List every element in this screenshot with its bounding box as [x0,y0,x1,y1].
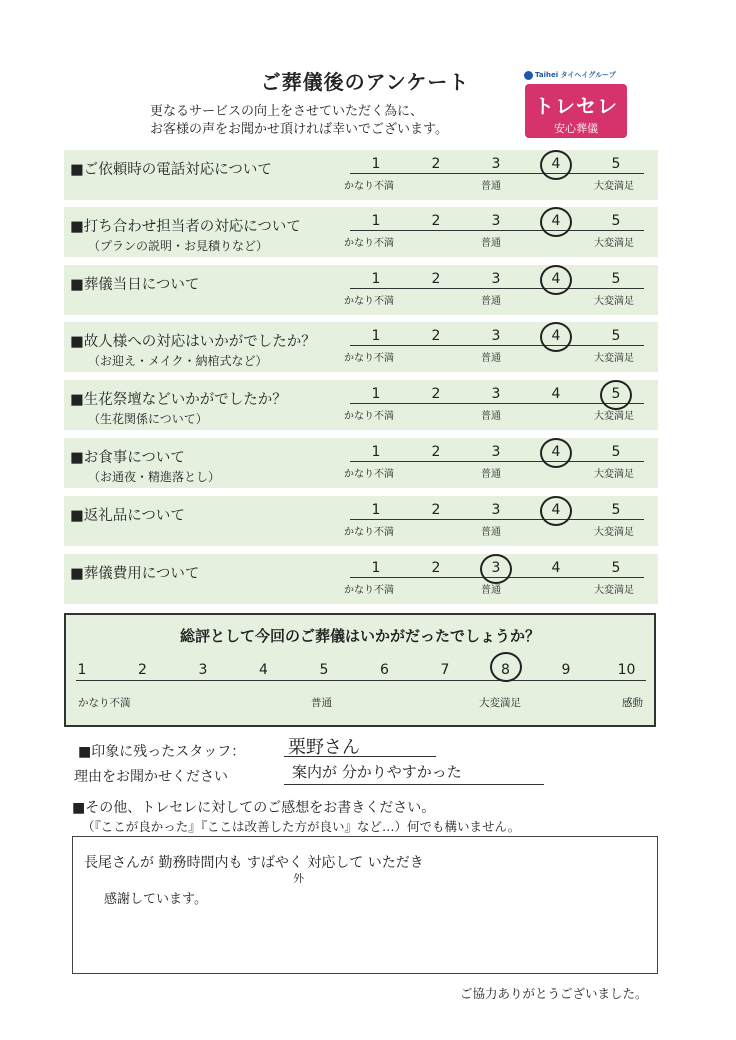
rating-option-3[interactable]: 3 [491,386,501,402]
overall-label-low: かなり不満 [78,697,131,709]
selected-rating-circle [540,438,572,468]
page-title: ご葬儀後のアンケート [260,70,470,94]
reason-field[interactable]: 案内が 分かりやすかった [292,763,462,781]
scale-label-mid: 普通 [481,469,501,480]
question-sub-label: （プランの説明・お見積りなど） [88,239,269,253]
question-sub-label: （生花関係について） [88,412,208,426]
scale-label-low: かなり不満 [344,585,394,596]
rating-option-3[interactable]: 3 [491,271,501,287]
scale-label-low: かなり不満 [344,238,394,249]
overall-option-6[interactable]: 6 [380,662,389,678]
overall-option-1[interactable]: 1 [77,662,87,678]
scale-label-low: かなり不満 [344,181,394,192]
rating-option-2[interactable]: 2 [431,156,441,172]
rating-option-5[interactable]: 5 [611,386,621,402]
overall-option-10[interactable]: 10 [617,662,636,678]
rating-scale-line [350,403,644,404]
rating-scale-line [350,519,644,520]
selected-rating-circle [480,554,512,584]
rating-option-1[interactable]: 1 [371,156,381,172]
scale-label-high: 大変満足 [594,527,634,538]
rating-option-4[interactable]: 4 [551,213,561,229]
rating-option-1[interactable]: 1 [371,502,381,518]
scale-label-mid: 普通 [481,181,501,192]
selected-rating-circle [540,496,572,526]
other-comments-label: ■その他、トレセレに対してのご感想をお書きください。 [72,800,436,816]
overall-scale-line [76,680,646,681]
rating-option-2[interactable]: 2 [431,271,441,287]
rating-option-5[interactable]: 5 [611,271,621,287]
rating-option-1[interactable]: 1 [371,386,381,402]
question-row [64,554,658,604]
staff-label: ■印象に残ったスタッフ： [78,744,246,760]
rating-option-1[interactable]: 1 [371,560,381,576]
rating-option-3[interactable]: 3 [491,444,501,460]
question-label: ■葬儀費用について [70,566,200,582]
scale-label-high: 大変満足 [594,238,634,249]
rating-option-4[interactable]: 4 [551,156,561,172]
staff-underline [284,756,436,757]
subtitle-line-2: お客様の声をお聞かせ頂ければ幸いでございます。 [150,122,448,137]
rating-option-2[interactable]: 2 [431,386,441,402]
question-row [64,496,658,546]
selected-rating-circle [540,322,572,352]
rating-option-4[interactable]: 4 [551,444,561,460]
question-row [64,380,658,430]
overall-option-8[interactable]: 8 [501,662,510,678]
other-comments-note: （『ここが良かった』『ここは改善した方が良い』など…）何でも構いません。 [82,819,521,834]
overall-option-3[interactable]: 3 [198,662,208,678]
rating-option-2[interactable]: 2 [431,328,441,344]
question-label: ■返礼品について [70,508,185,524]
comment-line-1: 長尾さんが 勤務時間内も すばやく 対応して いただき [84,855,424,871]
scale-label-mid: 普通 [481,527,501,538]
group-brand-text: Taihei タイヘイグループ [535,71,616,79]
rating-option-2[interactable]: 2 [431,213,441,229]
staff-name-field[interactable]: 栗野さん [288,737,360,758]
overall-option-7[interactable]: 7 [440,662,450,678]
question-row [64,207,658,257]
scale-label-low: かなり不満 [344,353,394,364]
reason-underline [284,784,544,785]
scale-label-mid: 普通 [481,296,501,307]
question-sub-label: （お通夜・精進落とし） [88,470,221,484]
question-row [64,265,658,315]
question-label: ■ご依頼時の電話対応について [70,162,272,178]
rating-option-1[interactable]: 1 [371,213,381,229]
rating-option-5[interactable]: 5 [611,560,621,576]
rating-option-3[interactable]: 3 [491,328,501,344]
rating-option-5[interactable]: 5 [611,502,621,518]
overall-label-high: 大変満足 [479,697,521,709]
rating-option-4[interactable]: 4 [551,502,561,518]
question-row [64,438,658,488]
taihei-logo-icon [524,71,533,80]
rating-option-2[interactable]: 2 [431,502,441,518]
selected-rating-circle [540,150,572,180]
question-label: ■打ち合わせ担当者の対応について [70,219,301,235]
logo-main-text: トレセレ [534,94,618,118]
rating-option-4[interactable]: 4 [551,328,561,344]
question-label: ■お食事について [70,450,185,466]
question-sub-label: （お迎え・メイク・納棺式など） [88,354,268,368]
question-row [64,322,658,372]
scale-label-low: かなり不満 [344,527,394,538]
treselle-logo [525,84,627,138]
question-row [64,150,658,200]
scale-label-mid: 普通 [481,238,501,249]
rating-scale-line [350,230,644,231]
rating-option-2[interactable]: 2 [431,560,441,576]
scale-label-high: 大変満足 [594,585,634,596]
rating-option-1[interactable]: 1 [371,444,381,460]
question-label: ■生花祭壇などいかがでしたか？ [70,392,287,408]
scale-label-high: 大変満足 [594,181,634,192]
reason-label: 理由をお聞かせください [74,769,228,785]
scale-label-low: かなり不満 [344,411,394,422]
overall-label-mid: 普通 [311,697,332,709]
question-label: ■葬儀当日について [70,277,200,293]
rating-scale-line [350,461,644,462]
rating-option-3[interactable]: 3 [491,502,501,518]
subtitle-line-1: 更なるサービスの向上をさせていただく為に、 [150,104,424,119]
scale-label-mid: 普通 [481,411,501,422]
selected-rating-circle [540,207,572,237]
selected-rating-circle [600,380,632,410]
rating-option-4[interactable]: 4 [551,271,561,287]
logo-sub-text: 安心葬儀 [554,122,598,135]
rating-option-4[interactable]: 4 [551,386,561,402]
question-label: ■故人様への対応はいかがでしたか？ [70,334,316,350]
rating-option-5[interactable]: 5 [611,156,621,172]
rating-option-3[interactable]: 3 [491,560,501,576]
rating-scale-line [350,173,644,174]
scale-label-high: 大変満足 [594,411,634,422]
overall-label-top: 感動 [622,697,643,709]
rating-option-1[interactable]: 1 [371,271,381,287]
rating-option-1[interactable]: 1 [371,328,381,344]
rating-option-4[interactable]: 4 [551,560,561,576]
overall-option-9[interactable]: 9 [561,662,571,678]
scale-label-mid: 普通 [481,353,501,364]
rating-option-3[interactable]: 3 [491,213,501,229]
rating-option-5[interactable]: 5 [611,213,621,229]
scale-label-mid: 普通 [481,585,501,596]
comment-insertion: 外 [293,872,304,885]
rating-option-5[interactable]: 5 [611,328,621,344]
rating-scale-line [350,345,644,346]
selected-rating-circle [540,265,572,295]
footer-thanks: ご協力ありがとうございました。 [460,986,648,1001]
scale-label-low: かなり不満 [344,469,394,480]
rating-option-3[interactable]: 3 [491,156,501,172]
scale-label-high: 大変満足 [594,296,634,307]
scale-label-high: 大変満足 [594,469,634,480]
rating-scale-line [350,288,644,289]
rating-option-2[interactable]: 2 [431,444,441,460]
scale-label-low: かなり不満 [344,296,394,307]
overall-rating-box [64,613,656,727]
overall-option-4[interactable]: 4 [259,662,268,678]
rating-option-5[interactable]: 5 [611,444,621,460]
comment-line-2: 感謝しています。 [104,892,207,907]
group-brand [524,70,616,80]
overall-title: 総評として今回のご葬儀はいかがだったでしょうか？ [179,627,540,645]
overall-option-5[interactable]: 5 [319,662,329,678]
scale-label-high: 大変満足 [594,353,634,364]
overall-option-2[interactable]: 2 [138,662,147,678]
